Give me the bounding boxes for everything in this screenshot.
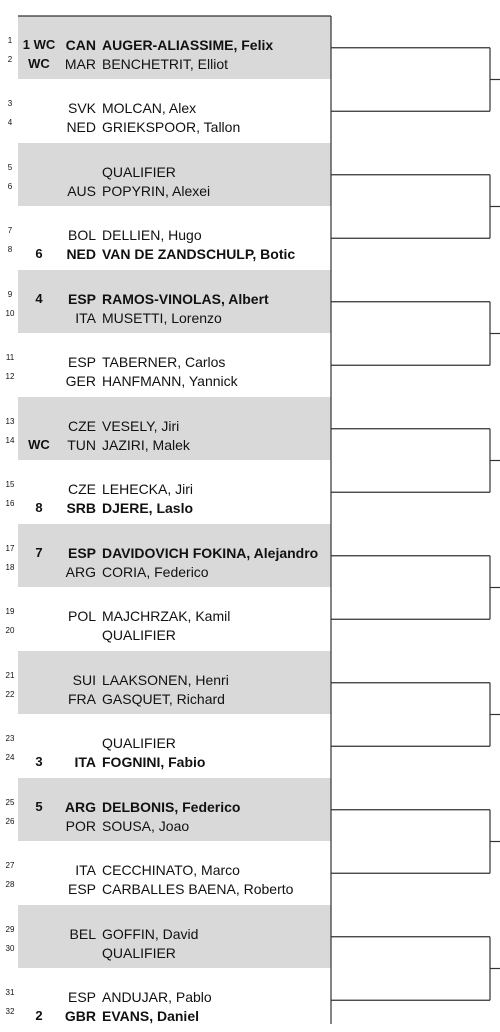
seed-label: 6 [35,246,43,261]
player-name: QUALIFIER [102,627,176,643]
country-code: FRA [68,690,96,707]
country-code: ITA [75,862,96,878]
seed-label: WC [28,55,50,71]
draw-position: 20 [5,626,15,635]
player-name: DELLIEN, Hugo [102,227,202,243]
draw-position: 3 [7,99,13,108]
seed-label: 3 [35,754,43,769]
player-name: GRIEKSPOOR, Tallon [102,119,241,135]
country-code: GBR [64,1008,96,1024]
country-code: ESP [67,290,96,307]
country-code: NED [66,119,96,135]
seed-label: 8 [35,500,43,515]
draw-position: 14 [5,435,15,445]
country-code: SRB [66,500,96,516]
player-name: POPYRIN, Alexei [102,182,211,199]
draw-position: 28 [5,880,15,889]
country-code: GER [65,373,96,389]
draw-position: 10 [5,308,15,318]
player-name: BENCHETRIT, Elliot [102,55,229,72]
country-code: NED [66,246,96,262]
draw-position: 31 [5,988,15,997]
seed-label: 7 [35,544,43,560]
country-code: ESP [67,881,96,897]
country-code: ESP [67,989,96,1005]
draw-position: 32 [5,1007,15,1016]
player-name: QUALIFIER [102,735,176,751]
draw-position: 16 [5,499,15,508]
draw-position: 11 [5,353,15,362]
country-code: CZE [68,481,96,497]
player-name: DJERE, Laslo [102,500,194,516]
draw-position: 24 [5,753,15,762]
player-name: GOFFIN, David [102,925,199,942]
player-name: CORIA, Federico [102,563,209,580]
player-name: MAJCHRZAK, Kamil [102,608,231,624]
draw-position: 12 [5,372,15,381]
country-code: ARG [64,798,96,815]
player-name: JAZIRI, Malek [102,436,190,453]
country-code: SUI [72,671,96,688]
player-name: VAN DE ZANDSCHULP, Botic [102,246,296,262]
country-code: BEL [69,925,96,942]
player-name: RAMOS-VINOLAS, Albert [102,290,269,307]
country-code: ESP [67,354,96,370]
draw-position: 15 [5,480,15,489]
draw-position: 29 [5,924,15,934]
player-name: MUSETTI, Lorenzo [102,309,222,326]
player-name: SOUSA, Joao [102,817,190,834]
seed-label: 4 [35,290,43,306]
player-name: DAVIDOVICH FOKINA, Alejandro [102,544,319,561]
player-name: VESELY, Jiri [102,417,180,434]
country-code: ITA [74,754,96,770]
player-name: ANDUJAR, Pablo [102,989,212,1005]
seed-label: 1 WC [22,36,56,52]
country-code: ITA [75,309,96,326]
player-name: FOGNINI, Fabio [102,754,206,770]
draw-position: 2 [7,54,13,64]
draw-position: 5 [7,162,13,172]
player-name: MOLCAN, Alex [102,100,197,116]
player-name: EVANS, Daniel [102,1008,199,1024]
player-name: TABERNER, Carlos [102,354,226,370]
country-code: CAN [65,36,96,53]
draw-position: 25 [5,797,15,807]
draw-position: 6 [7,181,13,191]
draw-position: 8 [7,245,13,254]
player-name: CARBALLES BAENA, Roberto [102,881,294,897]
country-code: POL [67,608,96,624]
player-name: QUALIFIER [102,163,176,180]
country-code: MAR [64,55,96,72]
player-name: LAAKSONEN, Henri [102,671,229,688]
country-code: POR [65,817,96,834]
country-code: ESP [67,544,96,561]
draw-position: 4 [7,118,13,127]
player-name: HANFMANN, Yannick [102,373,238,389]
country-code: TUN [67,436,96,453]
country-code: BOL [67,227,96,243]
country-code: CZE [68,417,96,434]
country-code: AUS [67,182,96,199]
draw-position: 13 [5,416,15,426]
country-code: ARG [65,563,96,580]
draw-position: 26 [5,816,15,826]
country-code: SVK [67,100,96,116]
player-name: GASQUET, Richard [102,690,225,707]
draw-position: 27 [5,861,15,870]
draw-position: 23 [5,734,15,743]
player-name: AUGER-ALIASSIME, Felix [102,36,274,53]
draw-position: 18 [5,562,15,572]
draw-position: 9 [7,289,13,299]
draw-position: 19 [5,607,15,616]
draw-position: 22 [5,689,15,699]
player-name: DELBONIS, Federico [102,798,241,815]
draw-position: 7 [7,226,13,235]
player-name: CECCHINATO, Marco [102,862,240,878]
draw-position: 1 [7,35,13,45]
seed-label: 2 [35,1008,43,1023]
seed-label: 5 [35,798,43,814]
player-name: QUALIFIER [102,944,176,961]
seed-label: WC [28,436,50,452]
draw-position: 30 [5,943,15,953]
draw-position: 17 [5,543,15,553]
player-name: LEHECKA, Jiri [102,481,194,497]
draw-position: 21 [5,670,15,680]
